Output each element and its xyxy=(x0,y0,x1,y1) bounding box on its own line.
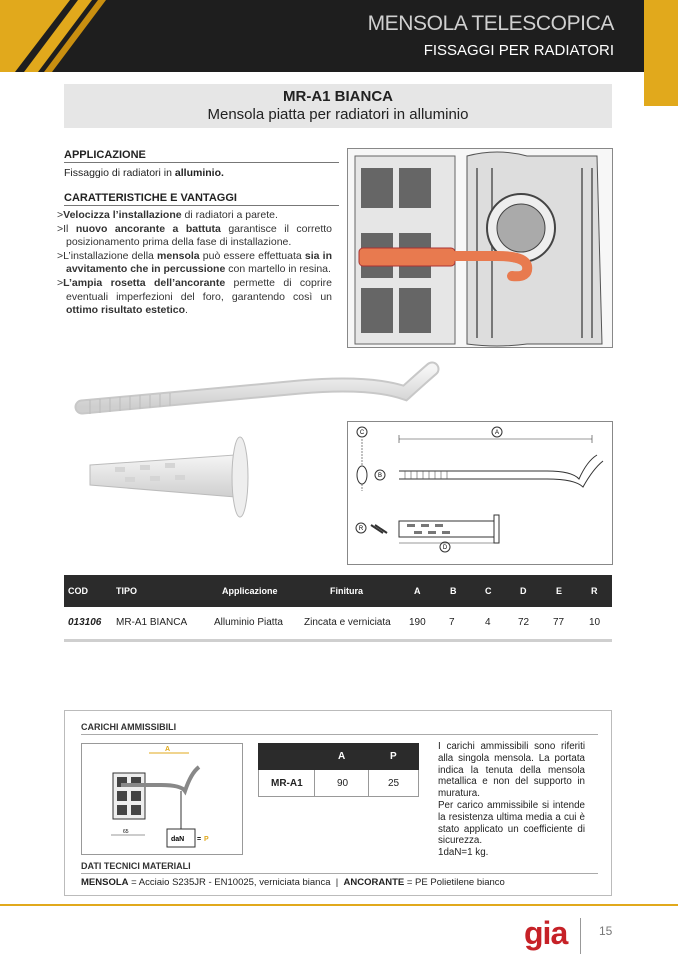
fig-label-dan: daN xyxy=(171,836,185,843)
table-header xyxy=(64,575,612,607)
load-diagram xyxy=(81,743,243,855)
label-d: D xyxy=(442,545,448,551)
load-table-header xyxy=(258,743,419,770)
radiator-installation-illustration xyxy=(347,148,613,348)
applicazione-heading: APPLICAZIONE xyxy=(64,149,339,163)
th-e: E xyxy=(556,586,563,596)
feature-item: >Velocizza l’installazione di radiatori a parete. xyxy=(57,209,278,221)
technical-drawing xyxy=(347,421,613,565)
td-applicazione: Alluminio Piatta xyxy=(214,617,283,628)
td-a: 190 xyxy=(409,617,426,628)
td-c: 4 xyxy=(485,617,491,628)
lt-td-code: MR-A1 xyxy=(271,778,303,789)
td-b: 7 xyxy=(449,617,455,628)
lt-th-p: P xyxy=(390,751,397,762)
dati-tecnici-heading: DATI TECNICI MATERIALI xyxy=(81,861,191,871)
feature-item: >L’ampia rosetta dell’ancorante permette di coprire eventuali imperfezioni del foro, garantendo così un ottimo risultato estetico. xyxy=(57,276,332,317)
th-tipo: TIPO xyxy=(116,586,138,596)
label-a: A xyxy=(494,430,500,436)
carichi-heading: CARICHI AMMISSIBILI xyxy=(81,722,177,732)
td-finitura: Zincata e verniciata xyxy=(304,617,391,628)
label-b: B xyxy=(377,473,383,479)
label-r: R xyxy=(358,526,364,532)
lt-td-a: 90 xyxy=(337,778,349,789)
product-code-name: MR-A1 BIANCA xyxy=(283,88,393,105)
caratteristiche-heading: CARATTERISTICHE E VANTAGGI xyxy=(64,192,339,206)
fig-label-dim: 65 xyxy=(123,829,129,835)
th-d: D xyxy=(520,586,527,596)
carichi-divider xyxy=(81,734,598,735)
td-d: 72 xyxy=(518,617,530,628)
fig-label-p: P xyxy=(204,836,209,843)
materials-text: MENSOLA = Acciaio S235JR - EN10025, verniciata bianca | ANCORANTE = PE Polietilene bianco xyxy=(81,877,505,888)
header-subtitle: FISSAGGI PER RADIATORI xyxy=(423,42,614,59)
footer-separator xyxy=(580,918,581,954)
th-finitura: Finitura xyxy=(330,586,363,596)
lt-td-p: 25 xyxy=(388,778,400,789)
th-applicazione: Applicazione xyxy=(222,586,278,596)
product-description: Mensola piatta per radiatori in alluminio xyxy=(207,106,469,123)
page-number: 15 xyxy=(599,924,613,938)
load-table-row xyxy=(258,770,419,797)
td-e: 77 xyxy=(553,617,565,628)
fig-label-eq: = xyxy=(197,836,202,843)
td-cod: 013106 xyxy=(68,617,102,628)
label-c: C xyxy=(359,430,365,436)
table-row xyxy=(64,607,612,642)
th-r: R xyxy=(591,586,598,596)
header-accent-block xyxy=(644,0,678,106)
applicazione-text: Fissaggio di radiatori in alluminio. xyxy=(64,167,224,179)
header-stripes xyxy=(0,0,120,72)
th-cod: COD xyxy=(68,586,88,596)
dati-divider xyxy=(81,873,598,874)
td-r: 10 xyxy=(589,617,601,628)
th-b: B xyxy=(450,586,457,596)
header-title: MENSOLA TELESCOPICA xyxy=(367,12,614,35)
td-tipo: MR-A1 BIANCA xyxy=(116,617,188,628)
product-title-box xyxy=(64,84,612,128)
feature-item: >L’installazione della mensola può essere effettuata sia in avvitamento che in percussione con martello in resina. xyxy=(57,249,332,276)
features-list xyxy=(57,209,332,318)
gia-logo: gia xyxy=(524,915,568,951)
footer-line xyxy=(0,904,678,906)
fig-label-a: A xyxy=(165,746,171,753)
lt-th-a: A xyxy=(338,751,346,762)
th-a: A xyxy=(414,586,421,596)
carichi-note: I carichi ammissibili sono riferiti alla singola mensola. La portata indica la tenuta della mensola metallica e non del supporto in muratura. Per carico ammissibile si intende la resistenza ultima media a cui è stato applicato un coefficiente di sicurezza. 1daN=1 kg. xyxy=(438,741,585,859)
th-c: C xyxy=(485,586,492,596)
feature-item: >Il nuovo ancorante a battuta garantisce il corretto posizionamento prima della fase di installazione. xyxy=(57,222,332,249)
